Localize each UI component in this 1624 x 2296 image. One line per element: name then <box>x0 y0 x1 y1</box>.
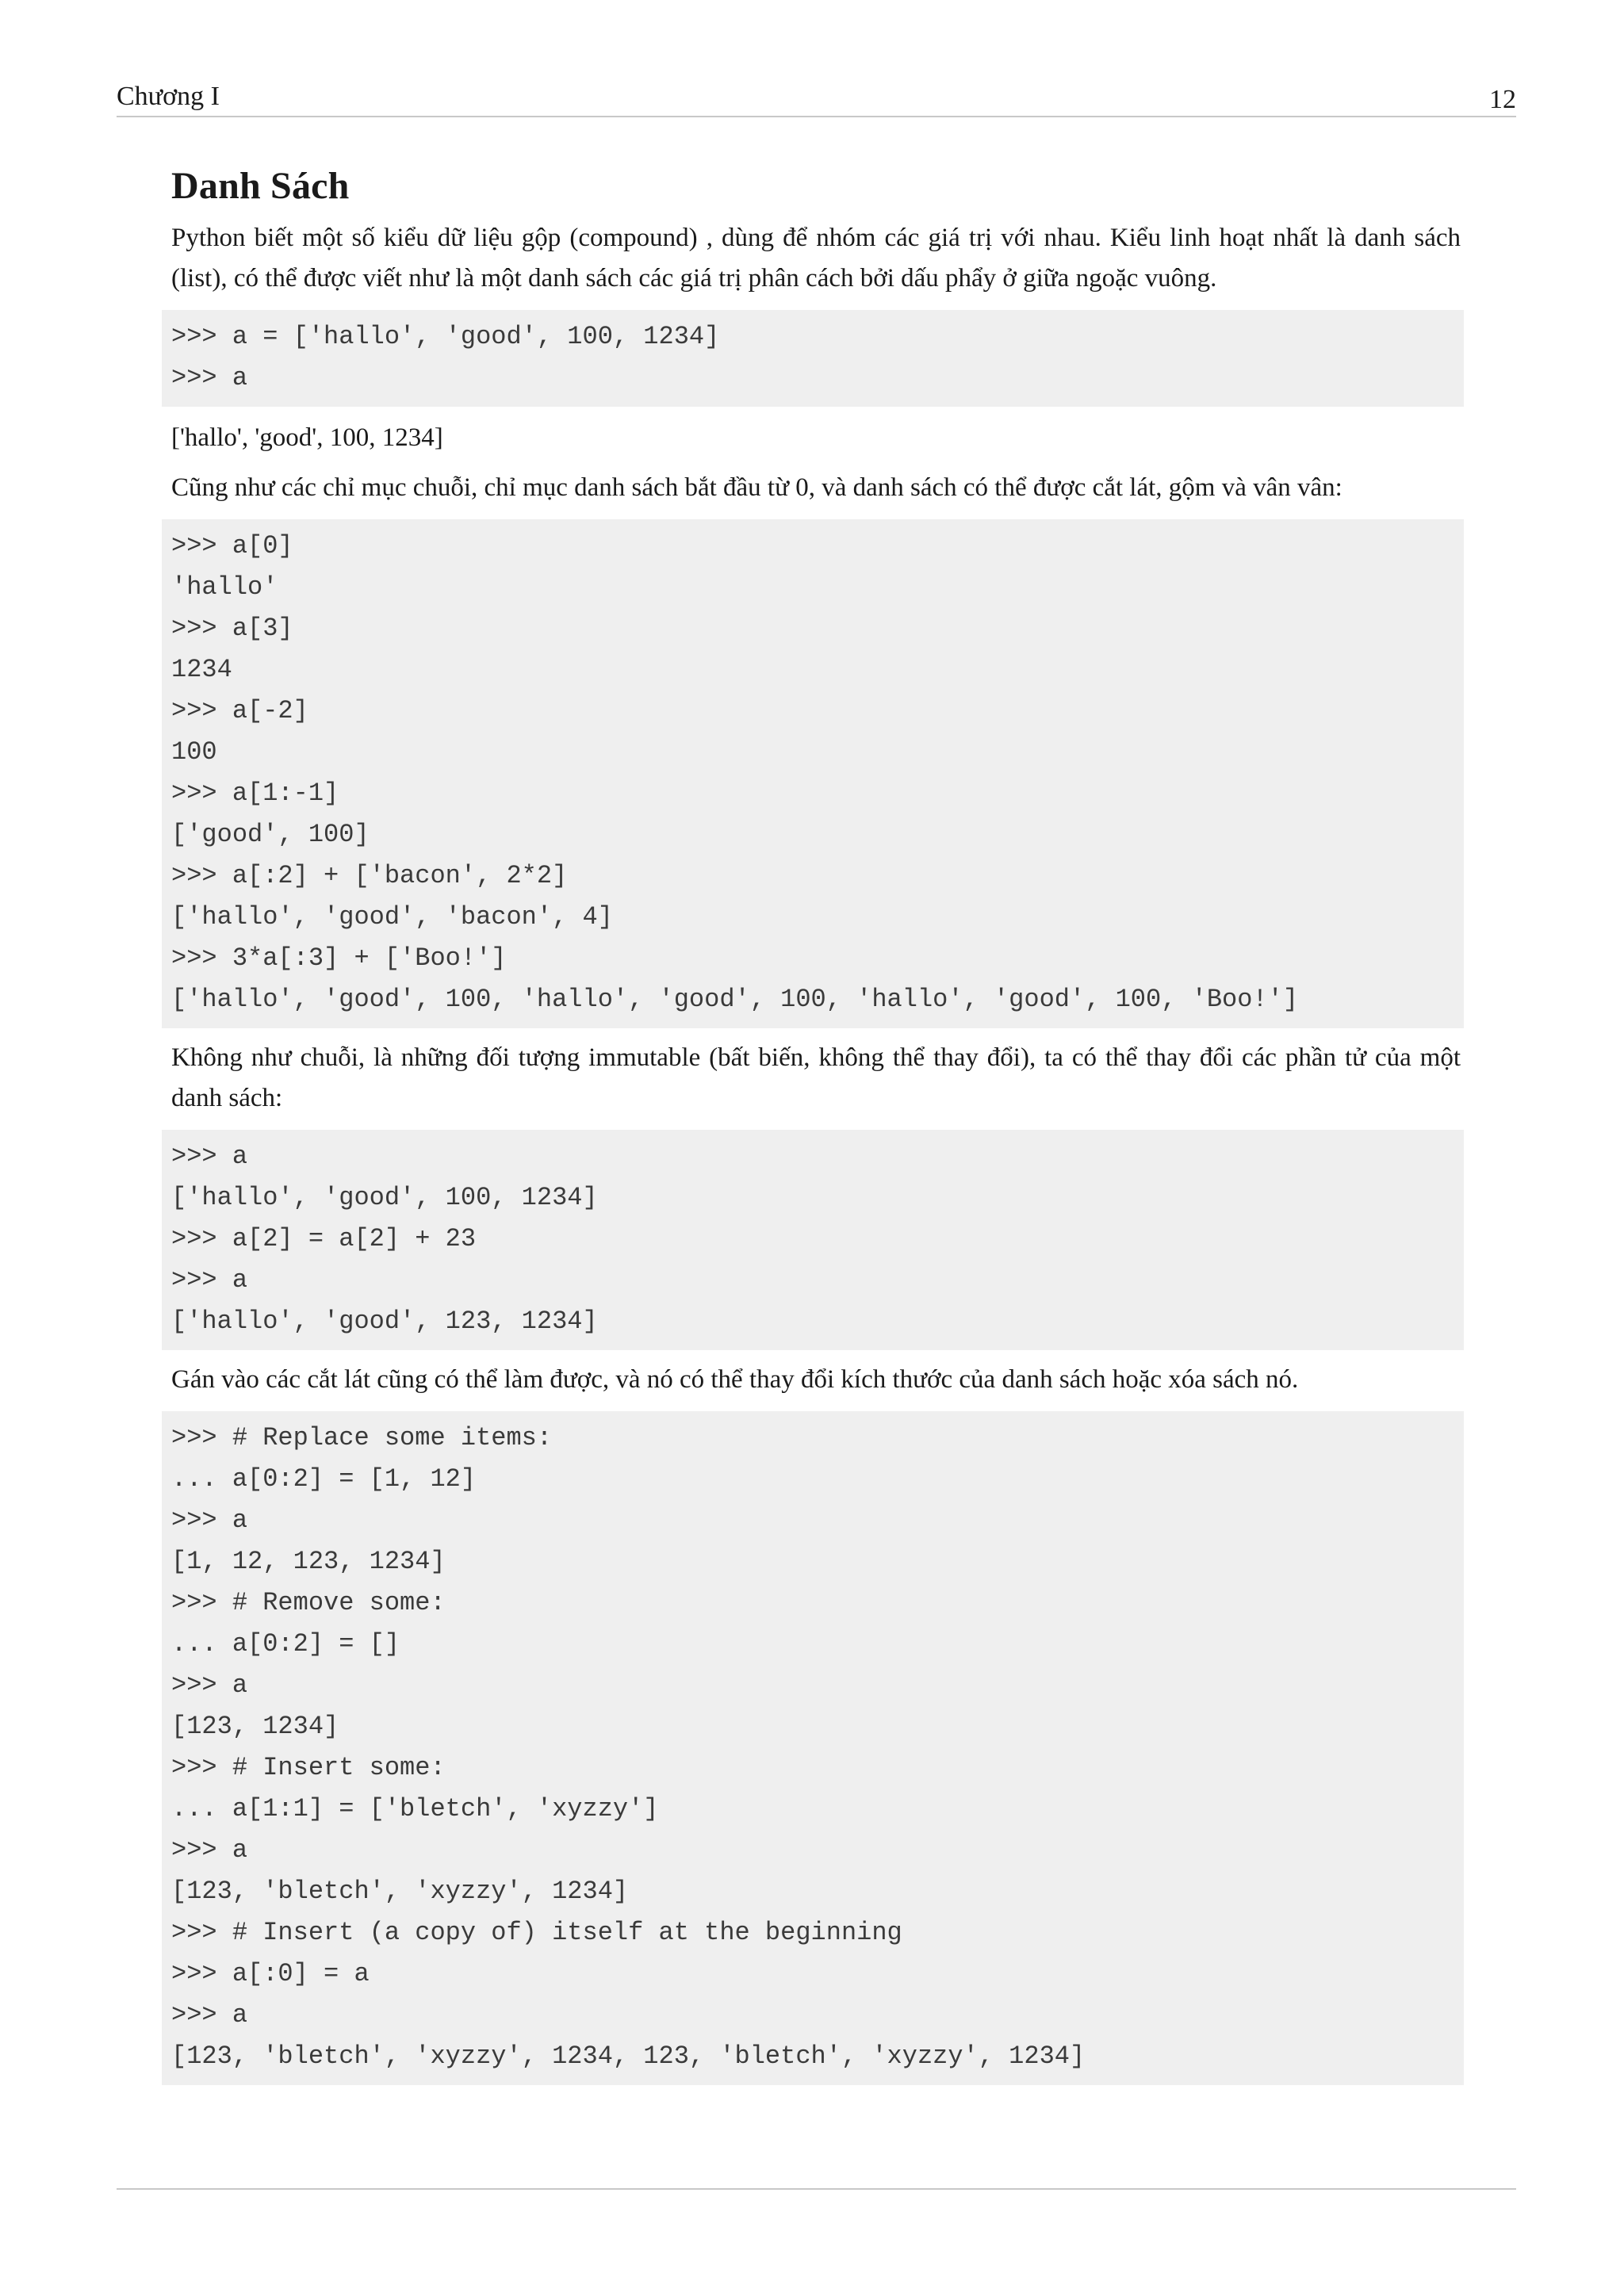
code-line: >>> a[3] <box>171 614 293 643</box>
slice-assignment-paragraph: Gán vào các cắt lát cũng có thể làm được, và nó có thể thay đổi kích thước của danh sách hoặc xóa sách nó. <box>171 1365 1299 1394</box>
code-block-indexing <box>162 519 1464 1028</box>
code-line: [1, 12, 123, 1234] <box>171 1547 446 1576</box>
code-line: >>> a <box>171 1670 248 1700</box>
code-block-list-definition <box>162 310 1464 407</box>
code-line: [123, 'bletch', 'xyzzy', 1234] <box>171 1877 629 1906</box>
code-line: >>> # Insert (a copy of) itself at the beginning <box>171 1918 902 1947</box>
code-line: >>> a[1:-1] <box>171 779 339 808</box>
code-line: >>> a <box>171 1835 248 1865</box>
code-line: >>> a <box>171 1142 248 1171</box>
code-line: >>> a <box>171 1265 248 1295</box>
code-line: >>> # Remove some: <box>171 1588 446 1617</box>
code-line: ['hallo', 'good', 'bacon', 4] <box>171 902 613 932</box>
mutable-paragraph: Không như chuỗi, là những đối tượng immutable (bất biến, không thể thay đổi), ta có thể thay đổi các phần tử của một danh sách: <box>171 1043 1461 1112</box>
code-line: 100 <box>171 737 217 767</box>
code-line: >>> a[:2] + ['bacon', 2*2] <box>171 861 568 890</box>
page-content <box>171 163 1461 2085</box>
page-number: 12 <box>1489 85 1516 114</box>
code-line: ... a[0:2] = [1, 12] <box>171 1464 477 1494</box>
intro-paragraph: Python biết một số kiểu dữ liệu gộp (compound) , dùng để nhóm các giá trị với nhau. Kiểu linh hoạt nhất là danh sách (list), có thể được viết như là một danh sách các giá trị phân cách bởi dấu phẩy ở giữa ngoặc vuông. <box>171 224 1461 293</box>
code-line: ... a[1:1] = ['bletch', 'xyzzy'] <box>171 1794 659 1823</box>
code-line: ['good', 100] <box>171 820 370 849</box>
code-line: >>> a <box>171 1506 248 1535</box>
code-line: >>> a[:0] = a <box>171 1959 370 1988</box>
code-line: >>> a[-2] <box>171 696 308 725</box>
code-line: [123, 1234] <box>171 1712 339 1741</box>
chapter-label: Chương I <box>117 82 220 111</box>
code-line: ['hallo', 'good', 123, 1234] <box>171 1307 598 1336</box>
code-line: >>> # Insert some: <box>171 1753 446 1782</box>
section-title: Danh Sách <box>171 165 350 207</box>
code-line: [123, 'bletch', 'xyzzy', 1234, 123, 'bletch', 'xyzzy', 1234] <box>171 2042 1086 2071</box>
code-block-mutation <box>162 1130 1464 1350</box>
indexing-paragraph: Cũng như các chỉ mục chuỗi, chỉ mục danh sách bắt đầu từ 0, và danh sách có thể được cắt lát, gộm và vân vân: <box>171 473 1342 502</box>
code-line: >>> a[0] <box>171 531 293 561</box>
code-line: 'hallo' <box>171 572 278 602</box>
code-line: >>> 3*a[:3] + ['Boo!'] <box>171 943 507 973</box>
code-line: >>> # Replace some items: <box>171 1423 553 1452</box>
output-line: ['hallo', 'good', 100, 1234] <box>171 423 443 452</box>
code-line: >>> a = ['hallo', 'good', 100, 1234] <box>171 322 720 351</box>
code-line: 1234 <box>171 655 232 684</box>
code-line: >>> a[2] = a[2] + 23 <box>171 1224 477 1253</box>
code-line: >>> a <box>171 363 248 392</box>
code-line: ['hallo', 'good', 100, 1234] <box>171 1183 598 1212</box>
page-header <box>117 76 1516 117</box>
footer-rule <box>117 2188 1516 2190</box>
code-block-slice-assignment <box>162 1411 1464 2085</box>
code-line: >>> a <box>171 2000 248 2030</box>
code-line: ... a[0:2] = [] <box>171 1629 400 1659</box>
code-line: ['hallo', 'good', 100, 'hallo', 'good', 100, 'hallo', 'good', 100, 'Boo!'] <box>171 985 1299 1014</box>
